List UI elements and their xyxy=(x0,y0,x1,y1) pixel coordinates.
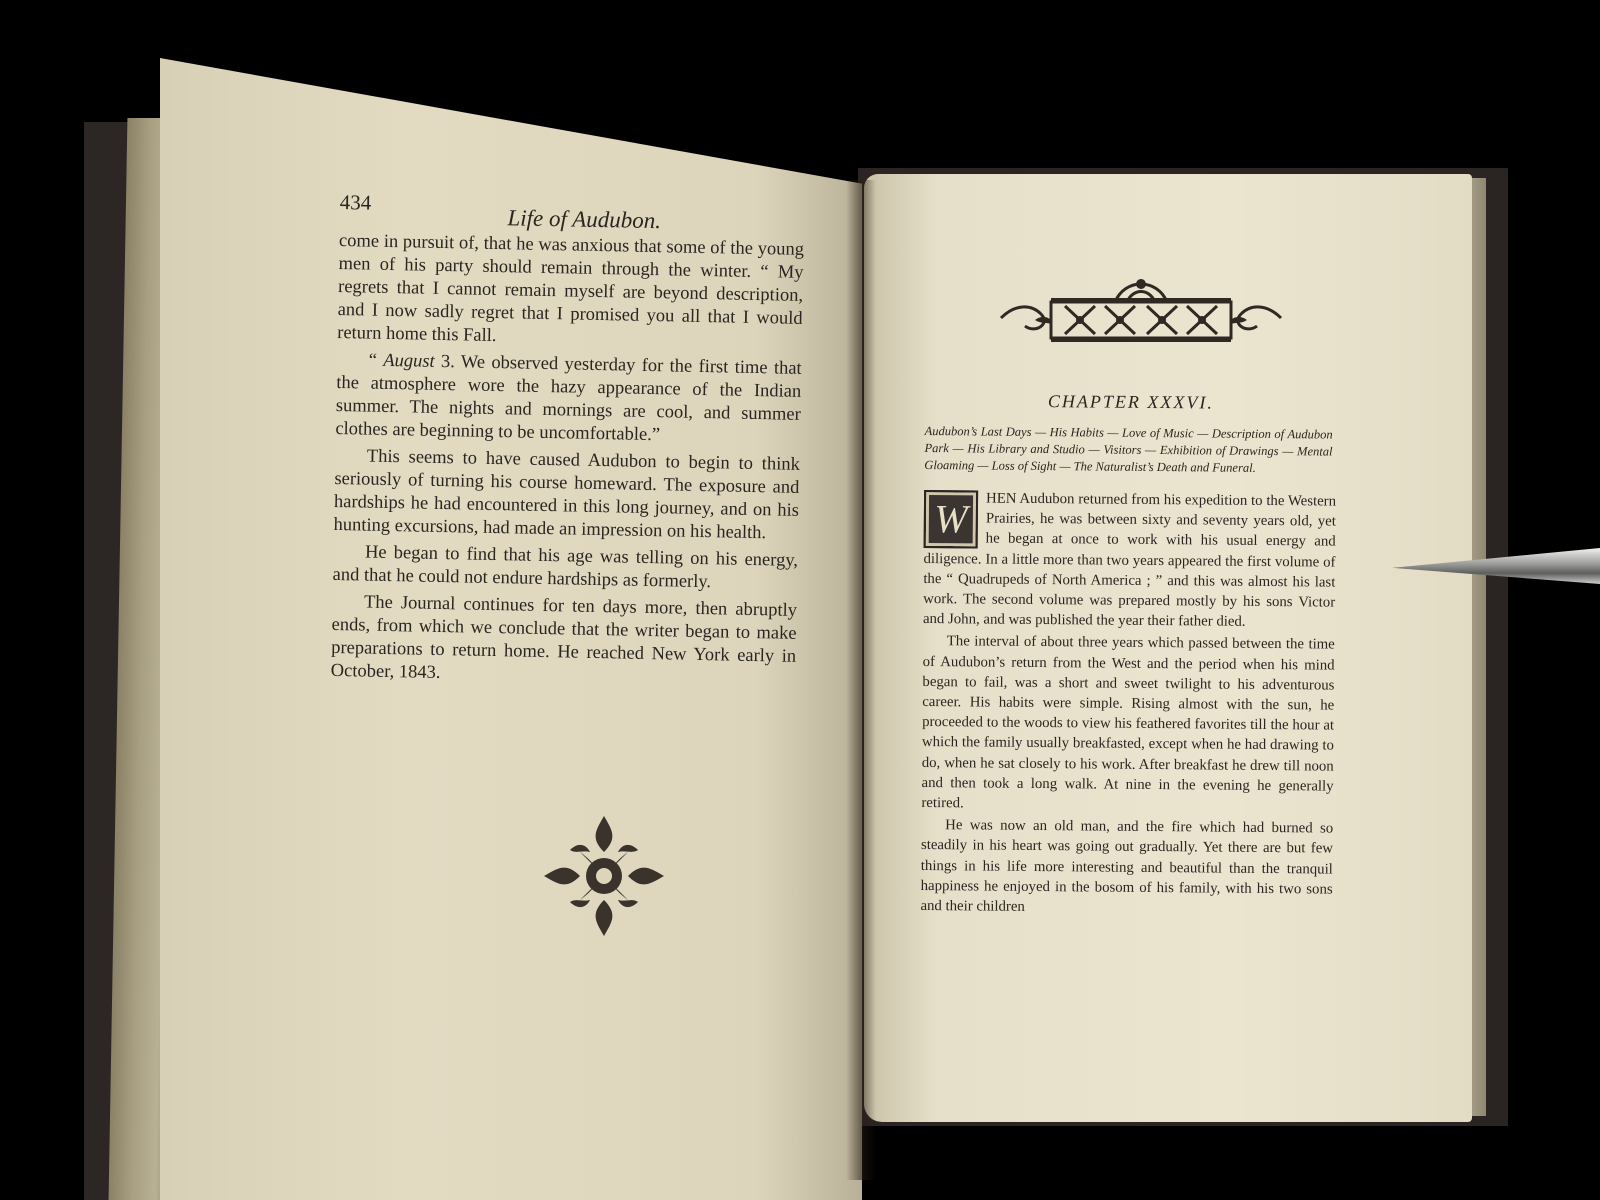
paragraph-text: 3. We observed yesterday for the first time that the atmosphere wore the hazy appearance of the Indian summer. The nights and mornings are cool, and summer clothes are beginning to be uncomfortable.” xyxy=(335,351,802,446)
paragraph xyxy=(335,349,802,450)
paragraph: The interval of about three years which passed between the time of Audubon’s return from the West and the period when his mind began to fail, was a short and sweet twilight to his adventurous career. His habits were simple. Rising almost with the sun, he proceeded to the woods to view his feathered favorites till the hour at which the family usually breakfasted, except when he had drawing to do, when he sat closely to his work. After breakfast he drew till noon and then took a long walk. At nine in the evening he generally retired. xyxy=(921,633,1335,812)
fleuron-ornament-icon xyxy=(540,812,668,940)
chapter-synopsis: Audubon’s Last Days — His Habits — Love of Music — Description of Audubon Park — His Library and Studio — Visitors — Exhibition of Drawings — Mental Gloaming — Loss of Sight — The Naturalist’s Death and Funeral. xyxy=(924,423,1333,475)
paragraph xyxy=(333,445,800,546)
paragraph-text: The Journal continues for ten days more, then abruptly ends, from which we conclude that the writer began to make preparations to return home. He reached New York early in October, 1843. xyxy=(330,592,798,684)
left-page-body xyxy=(330,230,804,696)
right-page-text xyxy=(920,390,1337,922)
book-gutter-shadow xyxy=(846,180,876,1180)
paragraph xyxy=(332,541,798,596)
first-paragraph: HEN Audubon returned from his expedition to the Western Prairies, he was between sixty and seventy years old, yet he began at once to work with his usual energy and diligence. In a little more than two years appeared the first volume of the “ Quadrupeds of North America ; ” and this was almost his last work. The second volume was prepared mostly by his sons Victor and John, and was published the year their father died. xyxy=(922,490,1337,631)
chapter-headpiece-ornament-icon xyxy=(995,274,1287,352)
right-page-body xyxy=(920,488,1336,920)
chapter-title: CHAPTER XXXVI. xyxy=(1047,391,1214,413)
paragraph: He was now an old man, and the fire which had burned so steadily in his heart was going out gradually. Yet there are but few things in his life more interesting and beautiful than the tranquil happiness he enjoyed in the bosom of his family, with his two sons and their children xyxy=(920,817,1334,915)
quote-mark: “ xyxy=(368,350,384,371)
paragraph xyxy=(337,230,804,354)
page-number: 434 xyxy=(339,190,372,215)
paragraph-text: This seems to have caused Audubon to begin to think seriously of turning his course homeward. The exposure and hardships he had encountered in this long journey, and on his hunting excursions, had made an impression on his health. xyxy=(333,446,800,544)
running-head: Life of Audubon. xyxy=(507,205,662,234)
paragraph-text: He began to find that his age was telling on his energy, and that he could not endure hardships as formerly. xyxy=(332,542,799,593)
paragraph xyxy=(331,591,798,692)
drop-cap-initial: W xyxy=(924,490,979,548)
paragraph-text: come in pursuit of, that he was anxious that some of the young men of his party should remain through the winter. “ My regrets that I cannot remain myself are beyond description, and I now sadly regret that I promised you all that I would return home this Fall. xyxy=(337,230,805,347)
italic-date: August xyxy=(383,350,435,372)
